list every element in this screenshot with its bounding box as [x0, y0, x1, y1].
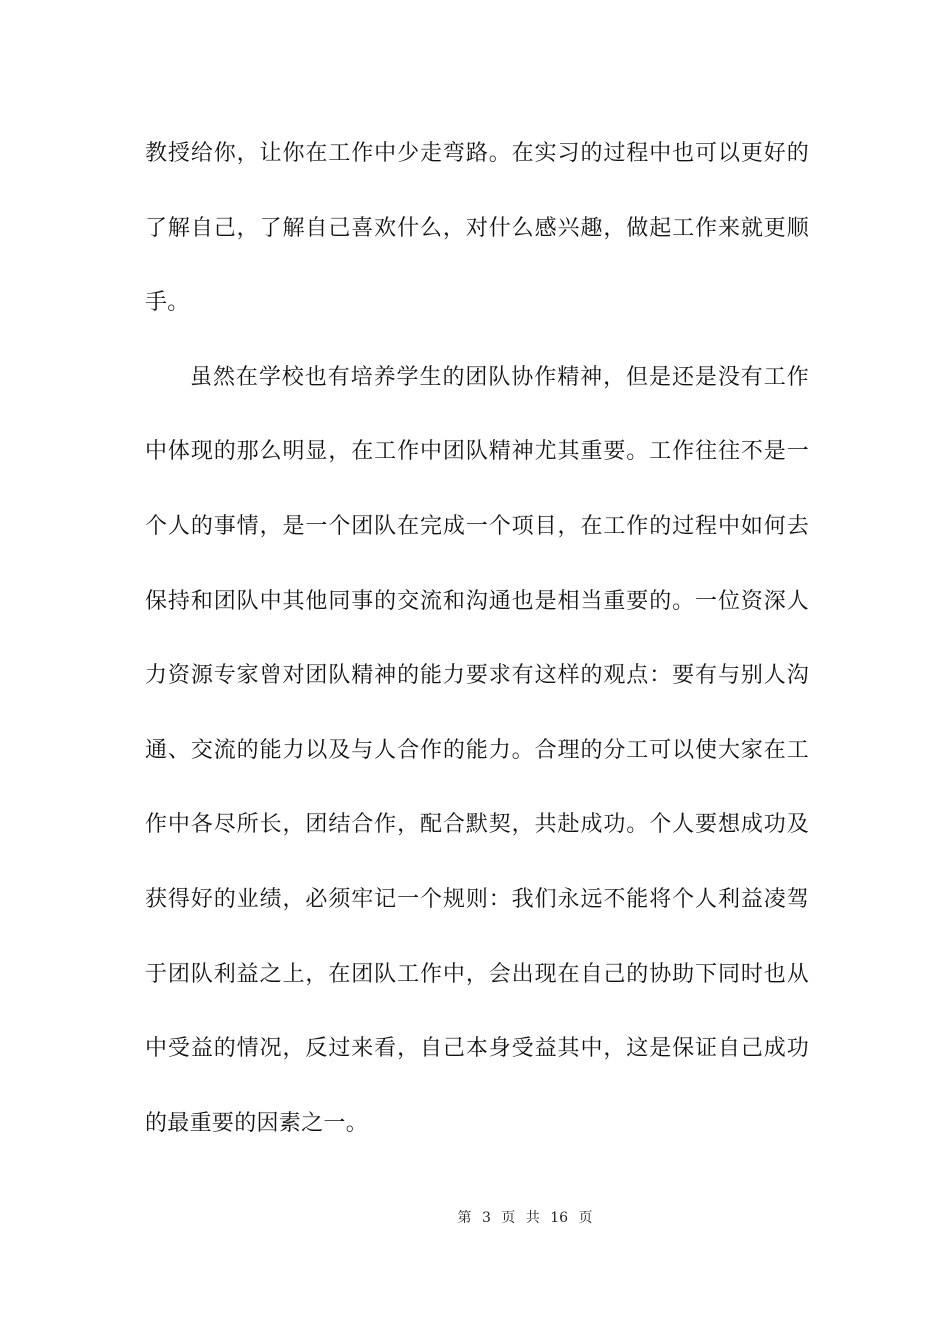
- text-line-11: 获得好的业绩，必须牢记一个规则：我们永远不能将个人利益凌驾: [145, 887, 809, 912]
- text-line-6: 个人的事情，是一个团队在完成一个项目，在工作的过程中如何去: [145, 514, 809, 539]
- page-number-footer: 第 3 页 共 16 页: [457, 1210, 593, 1226]
- text-line-10: 作中各尽所长，团结合作，配合默契，共赴成功。个人要想成功及: [145, 812, 809, 837]
- text-line-13: 中受益的情况，反过来看，自己本身受益其中，这是保证自己成功: [145, 1036, 809, 1061]
- text-line-7: 保持和团队中其他同事的交流和沟通也是相当重要的。一位资深人: [145, 589, 809, 614]
- text-line-14: 的最重要的因素之一。: [145, 1111, 369, 1136]
- text-line-12: 于团队利益之上，在团队工作中，会出现在自己的协助下同时也从: [145, 962, 809, 987]
- text-line-9: 通、交流的能力以及与人合作的能力。合理的分工可以使大家在工: [145, 738, 809, 763]
- text-line-1: 教授给你，让你在工作中少走弯路。在实习的过程中也可以更好的: [145, 141, 809, 166]
- text-line-3: 手。: [145, 290, 190, 315]
- text-line-8: 力资源专家曾对团队精神的能力要求有这样的观点：要有与别人沟: [145, 663, 809, 688]
- text-line-4: 虽然在学校也有培养学生的团队协作精神，但是还是没有工作: [190, 365, 809, 390]
- text-line-2: 了解自己，了解自己喜欢什么，对什么感兴趣，做起工作来就更顺: [145, 216, 809, 241]
- text-line-5: 中体现的那么明显，在工作中团队精神尤其重要。工作往往不是一: [145, 439, 809, 464]
